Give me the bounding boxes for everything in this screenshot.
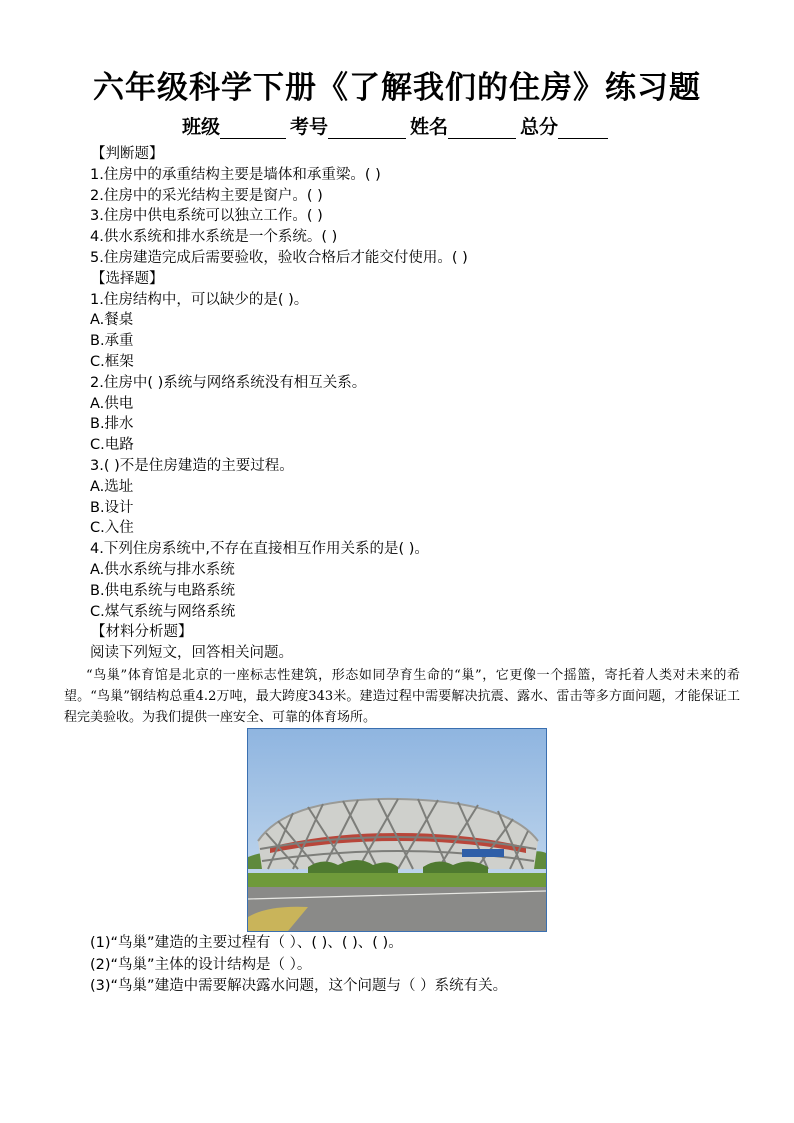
material-question: (3)“鸟巢”建造中需要解决露水问题，这个问题与（ ）系统有关。 (90, 978, 508, 994)
choice-option: C.煤气系统与网络系统 (90, 603, 236, 620)
score-blank (558, 120, 608, 139)
choice-option: A.供电 (90, 395, 134, 412)
info-line (0, 112, 794, 139)
material-passage: “鸟巢”体育馆是北京的一座标志性建筑，形态如同孕育生命的“巢”，它更像一个摇篮，寄托着人类对未来的希望。“鸟巢”钢结构总重4.2万吨，最大跨度343米。建造过程中需要解决抗震、露水、雷击等多方面问题，才能保证工程完美验收。为我们提供一座安全、可靠的体育场所。 (64, 668, 740, 725)
judge-item: 1.住房中的承重结构主要是墙体和承重梁。( ) (90, 166, 381, 183)
judge-item: 4.供水系统和排水系统是一个系统。( ) (90, 229, 338, 246)
choice-option: A.选址 (90, 478, 134, 495)
material-questions (90, 933, 750, 998)
judge-header: 【判断题】 (91, 146, 164, 162)
choice-stem: 2.住房中( )系统与网络系统没有相互关系。 (90, 374, 367, 391)
score-label: 总分 (520, 116, 559, 138)
choice-option: B.设计 (90, 499, 134, 516)
judge-item: 2.住房中的采光结构主要是窗户。( ) (90, 187, 323, 204)
choice-stem: 1.住房结构中，可以缺少的是( )。 (90, 291, 309, 308)
birds-nest-photo (247, 728, 547, 932)
material-question: (2)“鸟巢”主体的设计结构是（ ）。 (90, 956, 312, 973)
name-label: 姓名 (410, 116, 449, 138)
choice-stem: 4.下列住房系统中,不存在直接相互作用关系的是( )。 (90, 541, 429, 558)
choice-option: C.框架 (90, 353, 134, 370)
choice-option: B.承重 (90, 333, 134, 350)
question-content (90, 144, 750, 664)
choice-option: B.供电系统与电路系统 (90, 582, 236, 599)
exam-no-label: 考号 (289, 116, 328, 138)
judge-item: 3.住房中供电系统可以独立工作。( ) (90, 208, 323, 225)
choice-option: A.供水系统与排水系统 (90, 561, 235, 578)
choice-option: C.电路 (90, 437, 134, 454)
choice-option: C.入住 (90, 520, 134, 537)
name-blank (448, 120, 516, 139)
birds-nest-illustration (248, 729, 546, 931)
choice-header: 【选择题】 (91, 270, 164, 287)
page-title: 六年级科学下册《了解我们的住房》练习题 (93, 70, 701, 106)
material-intro: 阅读下列短文，回答相关问题。 (90, 645, 293, 662)
choice-option: B.排水 (90, 416, 134, 433)
choice-stem: 3.( )不是住房建造的主要过程。 (90, 457, 294, 474)
choice-option: A.餐桌 (90, 312, 134, 329)
exam-no-blank (328, 120, 406, 139)
material-question: (1)“鸟巢”建造的主要过程有（ ）、( )、( )、( )。 (90, 935, 403, 951)
judge-item: 5.住房建造完成后需要验收，验收合格后才能交付使用。( ) (90, 249, 468, 266)
class-blank (220, 120, 286, 139)
class-label: 班级 (181, 116, 220, 138)
material-header: 【材料分析题】 (91, 624, 193, 641)
